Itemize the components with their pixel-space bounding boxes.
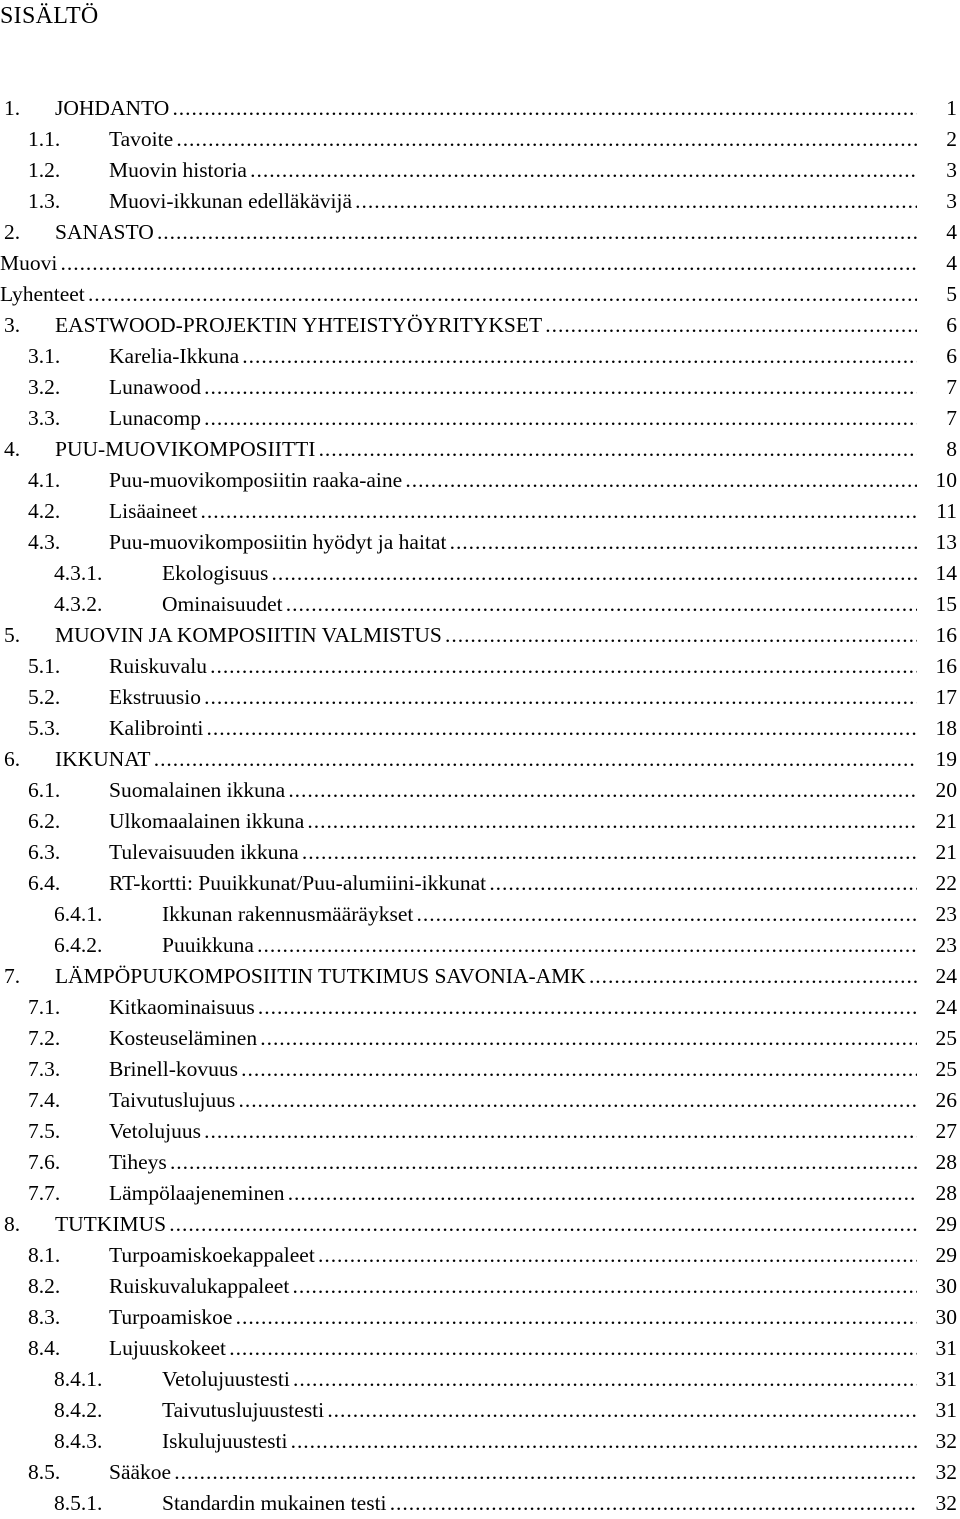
toc-entry[interactable] [0,1457,957,1488]
toc-entry-number: 6.4. [28,871,61,895]
toc-entry[interactable] [0,527,957,558]
toc-entry-number: 6. [4,747,21,771]
toc-entry-page-number: 29 [935,1212,957,1236]
toc-entry-number: 1.2. [28,158,61,182]
toc-entry-number: 4.3.2. [54,592,103,616]
toc-entry-page-number: 16 [935,623,957,647]
toc-entry[interactable] [0,217,957,248]
toc-entry-page-number: 5 [946,282,957,306]
toc-entry-page-number: 6 [946,313,957,337]
toc-entry-page-number: 28 [935,1181,957,1205]
toc-entry-title: Ominaisuudet . . . [162,589,917,620]
toc-entry-title: Karelia-Ikkuna . . . [109,341,917,372]
toc-entry[interactable] [0,279,957,310]
toc-entry[interactable] [0,744,957,775]
toc-entry-title: IKKUNAT . . . [55,744,917,775]
toc-entry[interactable] [0,1116,957,1147]
toc-entry-title: Lunacomp . . . [109,403,917,434]
toc-entry-title: Tulevaisuuden ikkuna . . . [109,837,917,868]
toc-entry-title: Lisäaineet . . . [109,496,917,527]
toc-entry-title: Sääkoe . . . [109,1457,917,1488]
toc-entry-title: Suomalainen ikkuna . . . [109,775,917,806]
toc-entry-page-number: 7 [946,375,957,399]
toc-entry[interactable] [0,341,957,372]
toc-entry[interactable] [0,558,957,589]
toc-entry-title: Vetolujuustesti . . . [162,1364,917,1395]
toc-entry-title: Muovi-ikkunan edelläkävijä . . . [109,186,917,217]
toc-entry-number: 1. [4,96,21,120]
toc-entry-page-number: 30 [935,1305,957,1329]
toc-entry-number: 3.2. [28,375,61,399]
toc-entry-number: 5.2. [28,685,61,709]
toc-entry-title: JOHDANTO . . . [55,93,917,124]
toc-entry[interactable] [0,589,957,620]
toc-entry-page-number: 31 [935,1367,957,1391]
toc-entry-number: 7.2. [28,1026,61,1050]
toc-entry-page-number: 3 [946,158,957,182]
toc-entry-number: 7.5. [28,1119,61,1143]
toc-entry[interactable] [0,403,957,434]
toc-entry-title: Muovin historia . . . [109,155,917,186]
toc-entry-title: Ruiskuvalukappaleet . . . [109,1271,917,1302]
toc-entry[interactable] [0,713,957,744]
toc-entry-number: 6.3. [28,840,61,864]
toc-entry[interactable] [0,1271,957,1302]
toc-entry-page-number: 14 [935,561,957,585]
toc-entry-title: Kalibrointi . . . [109,713,917,744]
toc-entry-page-number: 31 [935,1398,957,1422]
toc-entry-title: Ruiskuvalu . . . [109,651,917,682]
toc-entry-title: Puuikkuna . . . [162,930,917,961]
toc-entry-number: 8.4.1. [54,1367,103,1391]
table-of-contents [0,93,957,1519]
toc-entry-page-number: 27 [935,1119,957,1143]
toc-entry-number: 7.4. [28,1088,61,1112]
toc-entry[interactable] [0,682,957,713]
toc-entry[interactable] [0,124,957,155]
toc-entry-page-number: 19 [935,747,957,771]
toc-entry-page-number: 4 [946,220,957,244]
toc-entry-number: 7. [4,964,21,988]
toc-entry-title: Standardin mukainen testi . . . [162,1488,917,1519]
toc-entry-number: 6.4.1. [54,902,103,926]
toc-entry-title: Muovi . . . [0,248,917,279]
toc-entry-page-number: 25 [935,1057,957,1081]
toc-entry-number: 6.2. [28,809,61,833]
toc-entry-page-number: 13 [935,530,957,554]
toc-entry[interactable] [0,1178,957,1209]
toc-entry-page-number: 24 [935,964,957,988]
toc-entry-number: 3.3. [28,406,61,430]
toc-entry-title: Puu-muovikomposiitin raaka-aine . . . [109,465,917,496]
toc-entry[interactable] [0,310,957,341]
toc-entry[interactable] [0,775,957,806]
toc-entry[interactable] [0,372,957,403]
toc-entry-page-number: 15 [935,592,957,616]
toc-entry-number: 8.4.2. [54,1398,103,1422]
toc-entry-title: Ekologisuus . . . [162,558,917,589]
toc-entry-page-number: 17 [935,685,957,709]
toc-entry[interactable] [0,1023,957,1054]
toc-entry-page-number: 25 [935,1026,957,1050]
toc-entry-page-number: 32 [935,1491,957,1515]
toc-entry[interactable] [0,961,957,992]
toc-entry-page-number: 1 [946,96,957,120]
toc-entry-number: 8. [4,1212,21,1236]
toc-entry-title: Tiheys . . . [109,1147,917,1178]
toc-entry-title: PUU-MUOVIKOMPOSIITTI . . . [55,434,917,465]
toc-entry-number: 2. [4,220,21,244]
toc-entry-title: Kitkaominaisuus . . . [109,992,917,1023]
toc-entry-number: 1.3. [28,189,61,213]
toc-entry-page-number: 31 [935,1336,957,1360]
toc-entry[interactable] [0,1240,957,1271]
toc-entry-number: 5. [4,623,21,647]
toc-entry-title: Turpoamiskoekappaleet . . . [109,1240,917,1271]
toc-entry-page-number: 6 [946,344,957,368]
toc-entry[interactable] [0,868,957,899]
toc-entry-page-number: 29 [935,1243,957,1267]
toc-entry-title: MUOVIN JA KOMPOSIITIN VALMISTUS . . . [55,620,917,651]
toc-entry[interactable] [0,93,957,124]
toc-entry-number: 8.3. [28,1305,61,1329]
toc-entry[interactable] [0,1054,957,1085]
toc-entry[interactable] [0,651,957,682]
toc-entry-page-number: 24 [935,995,957,1019]
toc-entry[interactable] [0,837,957,868]
toc-entry-page-number: 30 [935,1274,957,1298]
toc-entry-title: Vetolujuus . . . [109,1116,917,1147]
toc-entry-title: Ulkomaalainen ikkuna . . . [109,806,917,837]
toc-entry[interactable] [0,248,957,279]
toc-entry[interactable] [0,899,957,930]
toc-entry-title: LÄMPÖPUUKOMPOSIITIN TUTKIMUS SAVONIA-AMK . . . [55,961,917,992]
toc-entry-page-number: 21 [935,809,957,833]
toc-entry-number: 7.6. [28,1150,61,1174]
toc-entry-number: 8.4. [28,1336,61,1360]
toc-entry-number: 4. [4,437,21,461]
toc-entry-title: Brinell-kovuus . . . [109,1054,917,1085]
toc-entry-page-number: 28 [935,1150,957,1174]
toc-entry[interactable] [0,1364,957,1395]
toc-entry-number: 8.2. [28,1274,61,1298]
toc-entry-number: 1.1. [28,127,61,151]
toc-entry[interactable] [0,806,957,837]
toc-entry-number: 5.1. [28,654,61,678]
toc-entry-title: Ekstruusio . . . [109,682,917,713]
toc-entry[interactable] [0,1395,957,1426]
toc-entry[interactable] [0,434,957,465]
toc-entry-page-number: 3 [946,189,957,213]
toc-entry[interactable] [0,496,957,527]
toc-entry[interactable] [0,465,957,496]
toc-entry-title: SANASTO . . . [55,217,917,248]
toc-entry-number: 6.1. [28,778,61,802]
toc-entry-title: Lunawood . . . [109,372,917,403]
toc-entry[interactable] [0,620,957,651]
toc-entry[interactable] [0,155,957,186]
toc-entry-page-number: 2 [946,127,957,151]
toc-entry-page-number: 23 [935,902,957,926]
toc-entry[interactable] [0,1085,957,1116]
toc-entry-number: 7.1. [28,995,61,1019]
toc-entry-page-number: 26 [935,1088,957,1112]
toc-entry-number: 8.5. [28,1460,61,1484]
toc-entry-number: 3.1. [28,344,61,368]
toc-entry-title: EASTWOOD-PROJEKTIN YHTEISTYÖYRITYKSET . . . [55,310,917,341]
toc-entry[interactable] [0,930,957,961]
page-title: SISÄLTÖ [0,3,99,29]
toc-entry-title: Turpoamiskoe . . . [109,1302,917,1333]
toc-entry-number: 4.3. [28,530,61,554]
toc-entry-page-number: 8 [946,437,957,461]
toc-entry-page-number: 16 [935,654,957,678]
toc-entry-page-number: 23 [935,933,957,957]
toc-entry-page-number: 32 [935,1460,957,1484]
toc-entry-page-number: 11 [936,499,957,523]
toc-entry[interactable] [0,1333,957,1364]
toc-entry-number: 7.3. [28,1057,61,1081]
toc-entry-number: 8.1. [28,1243,61,1267]
toc-entry-page-number: 32 [935,1429,957,1453]
toc-entry-number: 8.4.3. [54,1429,103,1453]
toc-entry[interactable] [0,1147,957,1178]
toc-entry[interactable] [0,1302,957,1333]
toc-entry-title: Lämpölaajeneminen . . . [109,1178,917,1209]
toc-entry-page-number: 21 [935,840,957,864]
toc-entry-number: 4.1. [28,468,61,492]
toc-entry-page-number: 18 [935,716,957,740]
toc-entry-number: 4.2. [28,499,61,523]
toc-entry-title: Kosteuseläminen . . . [109,1023,917,1054]
toc-entry-title: Taivutuslujuustesti . . . [162,1395,917,1426]
toc-entry-title: TUTKIMUS . . . [55,1209,917,1240]
toc-entry-number: 8.5.1. [54,1491,103,1515]
toc-entry-page-number: 22 [935,871,957,895]
toc-entry-title: Tavoite . . . [109,124,917,155]
toc-entry-number: 7.7. [28,1181,61,1205]
toc-entry-number: 6.4.2. [54,933,103,957]
toc-entry-page-number: 7 [946,406,957,430]
toc-entry-page-number: 10 [935,468,957,492]
toc-entry[interactable] [0,1426,957,1457]
toc-entry-number: 5.3. [28,716,61,740]
toc-entry-title: Iskulujuustesti . . . [162,1426,917,1457]
toc-entry-title: RT-kortti: Puuikkunat/Puu-alumiini-ikkunat . . . [109,868,917,899]
toc-entry-title: Taivutuslujuus . . . [109,1085,917,1116]
toc-entry-title: Puu-muovikomposiitin hyödyt ja haitat . . . [109,527,917,558]
toc-entry[interactable] [0,186,957,217]
toc-entry-number: 3. [4,313,21,337]
toc-entry[interactable] [0,1488,957,1519]
toc-entry-page-number: 4 [946,251,957,275]
toc-entry-number: 4.3.1. [54,561,103,585]
toc-entry-title: Lujuuskokeet . . . [109,1333,917,1364]
toc-entry-page-number: 20 [935,778,957,802]
toc-entry-title: Ikkunan rakennusmääräykset . . . [162,899,917,930]
toc-entry[interactable] [0,1209,957,1240]
toc-entry[interactable] [0,992,957,1023]
toc-entry-title: Lyhenteet . . . [0,279,917,310]
